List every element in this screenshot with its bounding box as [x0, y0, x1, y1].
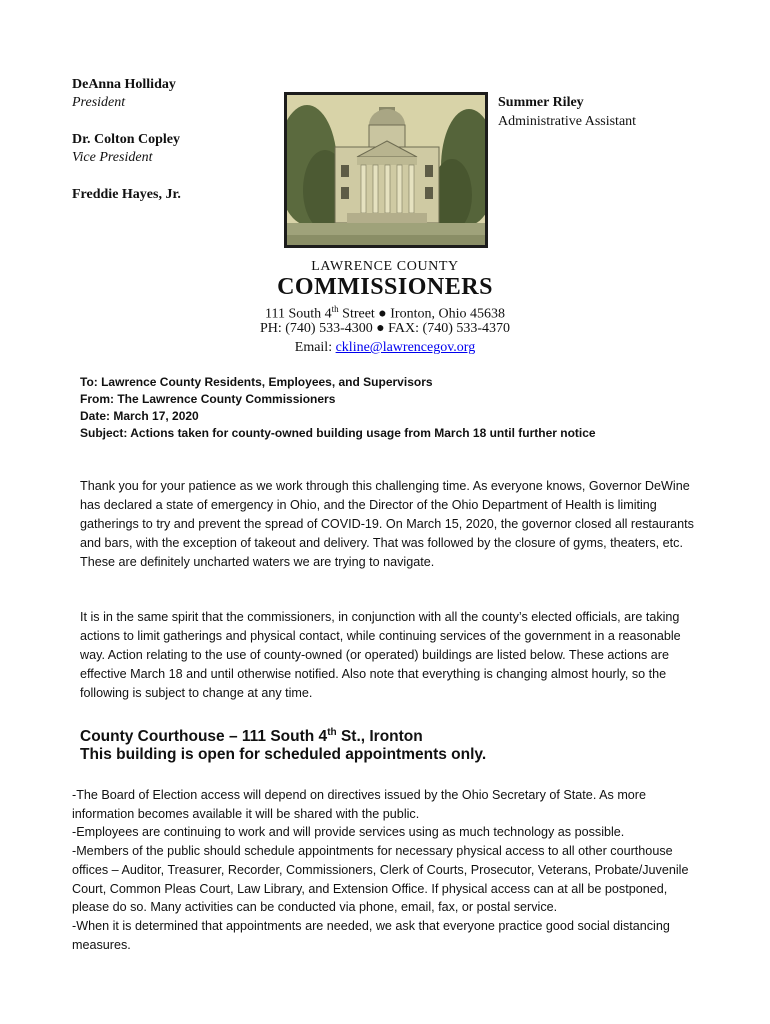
- memo-from: From: The Lawrence County Commissioners: [80, 392, 336, 406]
- email-line: [0, 338, 770, 357]
- officers-block: [72, 76, 181, 204]
- vice-president-name: Dr. Colton Copley: [72, 132, 180, 147]
- address-sup: th: [331, 304, 339, 314]
- bullet-item: -Members of the public should schedule appointments for necessary physical access to all other courthouse offices – Auditor, Treasurer, Recorder, Commissioners, Clerk of Courts, Prosecutor, Veterans, Probate/Juvenile Court, Common Pleas Court, Law Library, and Extension Office. If physical access can at all be postponed, please do so. Many activities can be conducted via phone, email, fax, or postal service.: [72, 844, 689, 915]
- paragraph-1-text: Thank you for your patience as we work through this challenging time. As everyone knows, Governor DeWine has declared a state of emergency in Ohio, and the Director of the Ohio Department of Health is limiting gatherings to try and prevent the spread of COVID-19. On March 15, 2020, the governor closed all restaurants and bars, with the exception of takeout and delivery. That was followed by the closure of gyms, theaters, etc. These are definitely uncharted waters we are trying to navigate.: [80, 479, 694, 569]
- bullet-list: [72, 786, 707, 954]
- section-heading-sup: th: [327, 727, 337, 738]
- president-name: DeAnna Holliday: [72, 77, 176, 92]
- address-street: 111 South 4: [265, 306, 332, 322]
- bullet-item: -The Board of Election access will depend on directives issued by the Ohio Secretary of State. As more information becomes available it will be shared with the public.: [72, 788, 647, 821]
- memo-date: Date: March 17, 2020: [80, 409, 199, 423]
- section-heading-start: County Courthouse – 111 South 4: [80, 728, 328, 746]
- body-paragraph-1: [80, 477, 700, 572]
- assistant-block: [498, 94, 636, 131]
- address-rest: Street ● Ironton, Ohio 45638: [338, 306, 505, 322]
- section-subheading: This building is open for scheduled appointments only.: [80, 746, 487, 763]
- courthouse-image: [284, 92, 488, 248]
- section-heading-end: St., Ironton: [336, 728, 423, 746]
- county-name: LAWRENCE COUNTY: [311, 259, 459, 274]
- email-label: Email:: [294, 340, 333, 355]
- phone-fax-line: PH: (740) 533-4300 ● FAX: (740) 533-4370: [259, 321, 511, 336]
- email-link[interactable]: ckline@lawrencegov.org: [335, 340, 476, 355]
- courthouse-illustration: [287, 95, 485, 245]
- bullet-item: -When it is determined that appointments are needed, we ask that everyone practice good social distancing measures.: [72, 918, 670, 952]
- assistant-name: Summer Riley: [498, 95, 584, 110]
- member-name: Freddie Hayes, Jr.: [72, 187, 181, 202]
- vice-president-title: Vice President: [72, 150, 153, 165]
- memo-subject: Subject: Actions taken for county-owned building usage from March 18 until further notice: [80, 426, 596, 440]
- president-title: President: [72, 95, 126, 110]
- bullet-item: -Employees are continuing to work and will provide services using as much technology as possible.: [72, 825, 625, 840]
- paragraph-2-text: It is in the same spirit that the commissioners, in conjunction with all the county’s elected officials, are taking actions to limit gatherings and physical contact, while continuing services of the government in a reasonable way. Action relating to the use of county-owned (or operated) buildings are listed below. These actions are effective March 18 and until otherwise notified. Also note that everything is changing almost hourly, so the following is subject to change at any time.: [80, 610, 681, 700]
- assistant-title: Administrative Assistant: [498, 114, 637, 129]
- body-paragraph-2: [80, 608, 700, 703]
- memo-to: To: Lawrence County Residents, Employees, and Supervisors: [80, 375, 433, 389]
- office-name: COMMISSIONERS: [277, 274, 493, 300]
